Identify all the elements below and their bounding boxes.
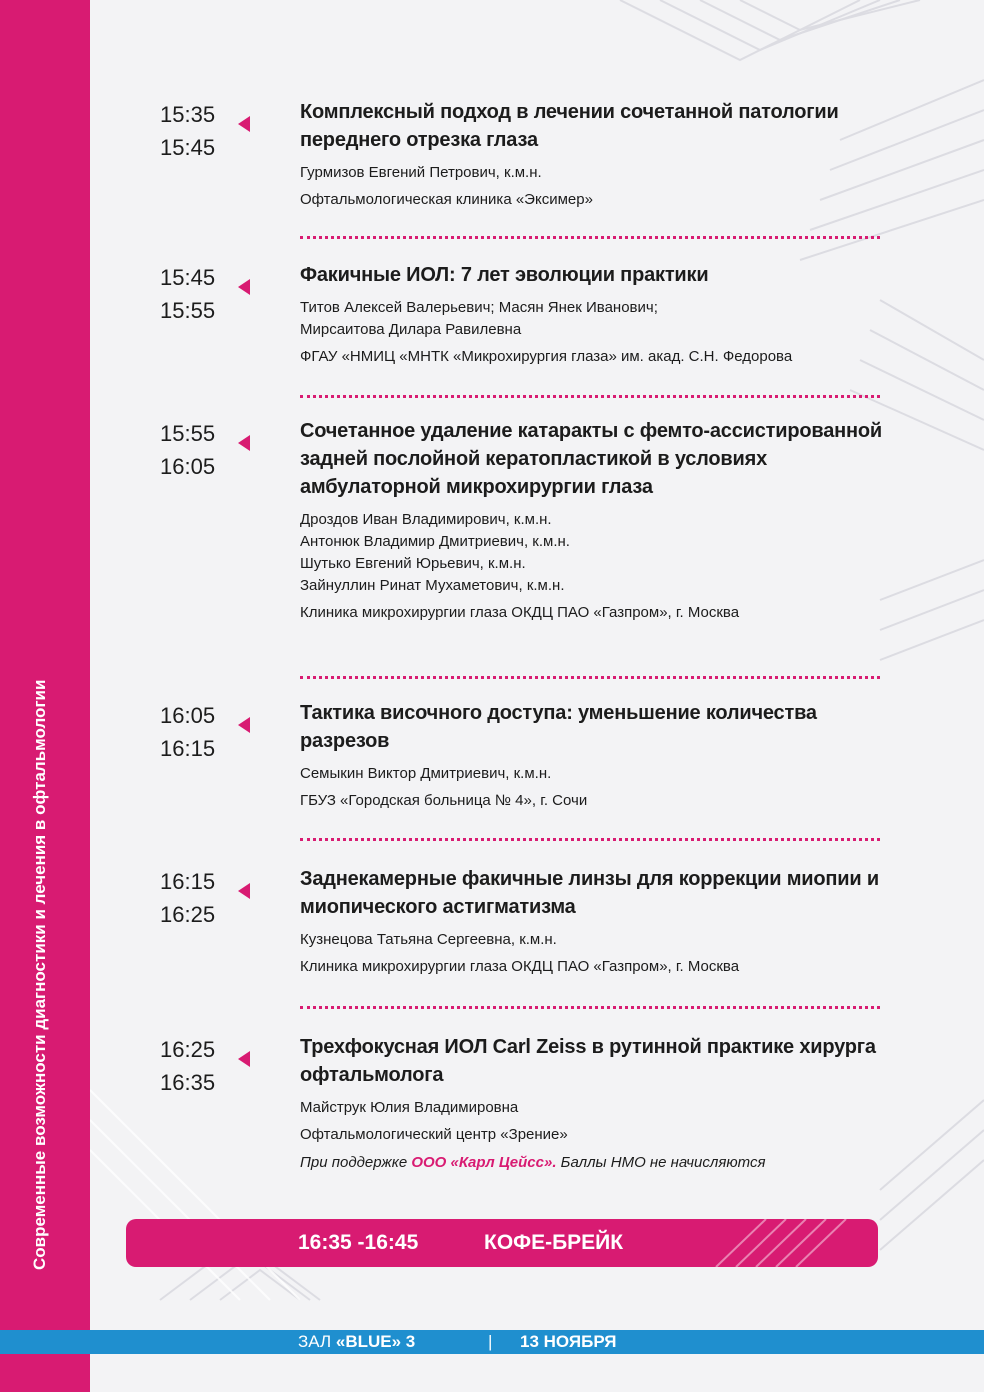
session-speaker: Майструк Юлия Владимировна: [300, 1099, 519, 1116]
session-end-time: 15:45: [160, 135, 216, 160]
triangle-marker-icon: [238, 116, 250, 132]
session-organization: Клиника микрохирургии глаза ОКДЦ ПАО «Газпром», г. Москва: [300, 958, 740, 975]
session-title: Тактика височного доступа: уменьшение количества разрезов: [300, 702, 817, 752]
session-start-time: 15:45: [160, 265, 216, 290]
session-organization: Офтальмологическая клиника «Эксимер»: [300, 191, 593, 208]
triangle-marker-icon: [238, 435, 250, 451]
session-title: Трехфокусная ИОЛ Carl Zeiss в рутинной практике хирурга офтальмолога: [300, 1036, 876, 1086]
session-organization: Клиника микрохирургии глаза ОКДЦ ПАО «Газпром», г. Москва: [300, 604, 740, 621]
session-start-time: 15:55: [160, 421, 216, 446]
session-time: [160, 699, 240, 765]
session-time: [160, 865, 240, 931]
session-end-time: 15:55: [160, 298, 216, 323]
session-speaker: Гурмизов Евгений Петрович, к.м.н.: [300, 164, 542, 181]
session-speaker: Семыкин Виктор Дмитриевич, к.м.н.: [300, 765, 552, 782]
session-content: [300, 865, 900, 978]
dotted-divider: [300, 236, 880, 239]
session-organization: ФГАУ «НМИЦ «МНТК «Микрохирургия глаза» им. акад. С.Н. Федорова: [300, 348, 793, 365]
session-start-time: 16:25: [160, 1037, 216, 1062]
triangle-marker-icon: [238, 883, 250, 899]
session-end-time: 16:15: [160, 736, 216, 761]
dotted-divider: [300, 676, 880, 679]
sidebar-bottom-strip: [0, 1352, 90, 1392]
session-speaker: Кузнецова Татьяна Сергеевна, к.м.н.: [300, 931, 557, 948]
session-speaker: Мирсаитова Дилара Равилевна: [300, 321, 522, 338]
session-content: [300, 261, 900, 368]
session-end-time: 16:05: [160, 454, 216, 479]
coffee-break-time: 16:35 -16:45: [298, 1231, 419, 1254]
session-title: Заднекамерные факичные линзы для коррекции миопии и миопического астигматизма: [300, 868, 879, 918]
coffee-break-banner: [126, 1219, 878, 1267]
session-start-time: 16:15: [160, 869, 216, 894]
session-content: [300, 1033, 900, 1174]
session-speaker: Антонюк Владимир Дмитриевич, к.м.н.: [300, 533, 570, 550]
dotted-divider: [300, 838, 880, 841]
footer-hall-name: «BLUE»: [335, 1332, 402, 1351]
session-end-time: 16:35: [160, 1070, 216, 1095]
session-organization: ГБУЗ «Городская больница № 4», г. Сочи: [300, 792, 588, 809]
session-content: [300, 699, 900, 812]
session-content: [300, 98, 900, 211]
sponsor-name: ООО «Карл Цейсс».: [411, 1154, 557, 1171]
triangle-marker-icon: [238, 279, 250, 295]
session-end-time: 16:25: [160, 902, 216, 927]
session-title: Комплексный подход в лечении сочетанной патологии переднего отрезка глаза: [300, 101, 839, 151]
session-speaker: Шутько Евгений Юрьевич, к.м.н.: [300, 555, 526, 572]
session-time: [160, 1033, 240, 1099]
session-content: [300, 417, 900, 624]
dotted-divider: [300, 395, 880, 398]
session-time: [160, 261, 240, 327]
dotted-divider: [300, 1006, 880, 1009]
sponsor-note-prefix: При поддержке: [300, 1154, 412, 1171]
session-organization: Офтальмологический центр «Зрение»: [300, 1126, 568, 1143]
coffee-break-label: КОФЕ-БРЕЙК: [484, 1231, 624, 1254]
session-time: [160, 417, 240, 483]
session-speaker: Зайнуллин Ринат Мухаметович, к.м.н.: [300, 577, 565, 594]
triangle-marker-icon: [238, 1051, 250, 1067]
footer-date: 13 НОЯБРЯ: [520, 1332, 617, 1351]
sidebar-title: Современные возможности диагностики и лечения в офтальмологии: [30, 679, 49, 1270]
footer-hall-prefix: ЗАЛ: [298, 1332, 336, 1351]
sidebar: [0, 0, 90, 1330]
session-time: [160, 98, 240, 164]
session-start-time: 16:05: [160, 703, 216, 728]
session-title: Сочетанное удаление катаракты с фемто-ассистированной задней послойной кератопластикой в условиях амбулаторной микрохирургии глаза: [300, 420, 883, 498]
session-start-time: 15:35: [160, 102, 216, 127]
sponsor-note: [300, 1152, 900, 1174]
session-title: Факичные ИОЛ: 7 лет эволюции практики: [300, 264, 709, 286]
session-speaker: Дроздов Иван Владимирович, к.м.н.: [300, 511, 552, 528]
footer-hall: [298, 1332, 415, 1352]
footer-hall-number: 3: [401, 1332, 416, 1351]
session-speaker: Титов Алексей Валерьевич; Масян Янек Иванович;: [300, 299, 658, 316]
sponsor-note-suffix: Баллы НМО не начисляются: [556, 1154, 766, 1171]
triangle-marker-icon: [238, 717, 250, 733]
footer-separator: |: [488, 1332, 493, 1351]
